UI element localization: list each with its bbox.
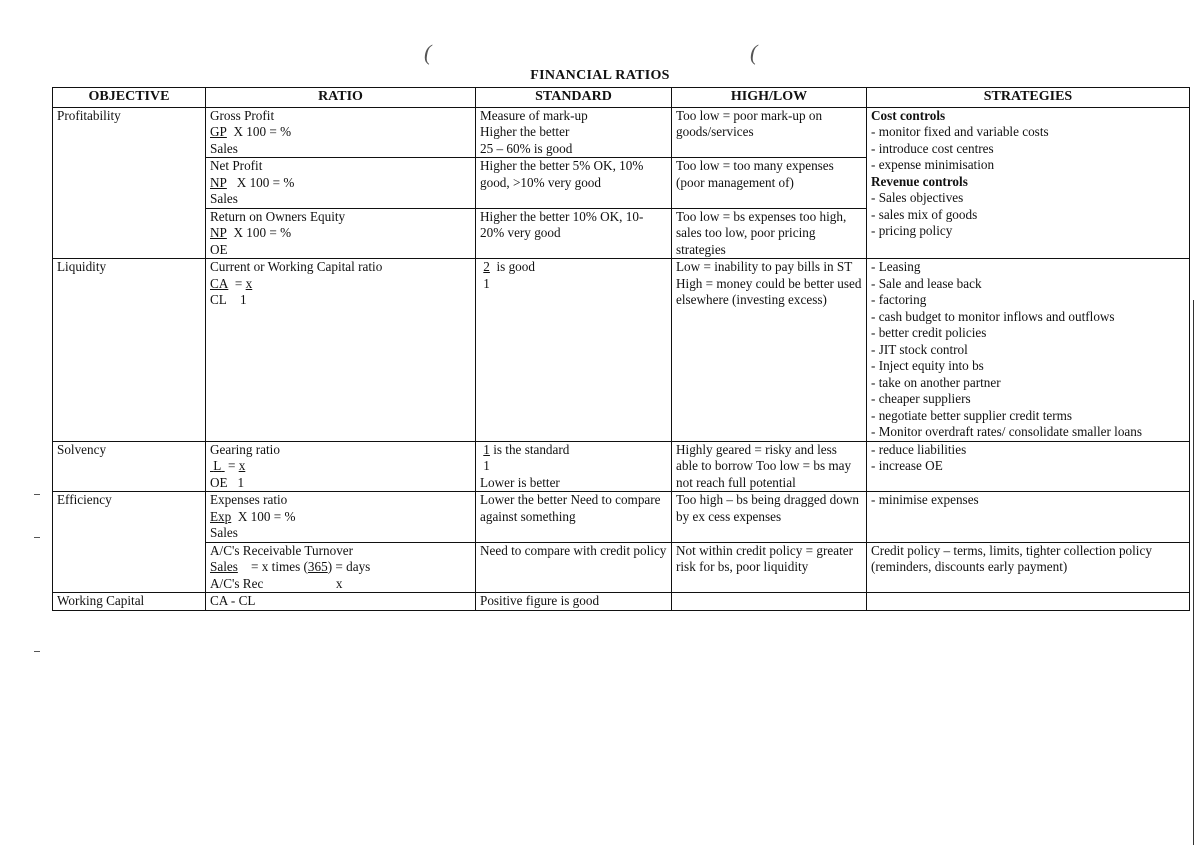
highlow-cell: [672, 259, 867, 442]
standard-denominator: [480, 276, 667, 293]
ratio-numerator: [210, 458, 225, 473]
ratio-one: 1: [237, 474, 245, 490]
strategy-item: - factoring: [871, 292, 927, 307]
scan-tick: [34, 537, 40, 538]
highlow-text: Not within credit policy = greater risk for bs, poor liquidity: [676, 542, 853, 574]
ratio-x: x: [335, 575, 343, 591]
standard-cell: [476, 492, 672, 543]
table-row: [53, 593, 1190, 611]
strategy-heading: Revenue controls: [871, 173, 968, 189]
standard-text: is good: [496, 259, 535, 274]
strategy-item: - minimise expenses: [871, 492, 979, 507]
ratio-result: x: [245, 275, 253, 291]
standard-numerator: 1: [483, 441, 490, 457]
standard-text: is the standard: [493, 441, 570, 457]
ratio-denominator-line: [210, 576, 471, 593]
header-objective: OBJECTIVE: [53, 88, 206, 108]
objective-efficiency: Efficiency: [53, 492, 206, 593]
ratio-formula: [210, 124, 471, 141]
strategy-item: - Inject equity into bs: [871, 358, 984, 373]
ratio-multiplier: X 100 = %: [233, 124, 292, 139]
scan-tick: [34, 651, 40, 652]
standard-text: Higher the better 5% OK, 10% good, >10% very good: [480, 158, 644, 190]
objective-profitability: Profitability: [53, 107, 206, 259]
ratio-numerator: NP: [210, 174, 227, 190]
scan-edge-line: [1193, 300, 1194, 845]
header-standard: STANDARD: [476, 88, 672, 108]
strategy-item: - negotiate better supplier credit terms: [871, 407, 1073, 423]
strategy-item: - Sales objectives: [871, 190, 964, 205]
highlow-text: Low = inability to pay bills in ST High = money could be better used elsewhere (investing excess): [676, 259, 862, 307]
table-row: [53, 441, 1190, 492]
strategies-profitability: [867, 107, 1190, 259]
ratio-multiplier: X 100 = %: [236, 174, 295, 190]
table-row: [53, 259, 1190, 442]
standard-line: [480, 442, 667, 459]
strategy-item: Credit policy – terms, limits, tighter collection policy (reminders, discounts early payment): [871, 542, 1152, 574]
highlow-text: Too high – bs being dragged down by ex cess expenses: [676, 492, 859, 524]
ratio-cell: [206, 542, 476, 593]
strategies-solvency: [867, 441, 1190, 492]
ratio-denominator: CL: [210, 292, 227, 307]
ratio-one: 1: [240, 292, 247, 307]
standard-text: Lower the better Need to compare against something: [480, 492, 661, 524]
standard-numerator: 2: [483, 259, 490, 274]
highlow-cell: [672, 542, 867, 593]
strategy-heading: Cost controls: [871, 107, 946, 123]
header-row: [53, 88, 1190, 108]
highlow-text: Too low = too many expenses (poor management of): [676, 158, 834, 190]
ratio-name: Return on Owners Equity: [210, 208, 346, 224]
ratio-days: 365: [307, 559, 328, 574]
ratio-denominator-line: [210, 292, 471, 309]
highlow-cell: [672, 107, 867, 158]
strategies-credit: [867, 542, 1190, 593]
strategy-item: - better credit policies: [871, 325, 987, 340]
strategy-item: - cash budget to monitor inflows and outflows: [871, 308, 1115, 324]
highlow-cell: [672, 208, 867, 259]
standard-denominator-value: 1: [483, 275, 490, 291]
ratio-formula: [210, 175, 471, 192]
strategies-expenses: [867, 492, 1190, 543]
table-row: [53, 542, 1190, 593]
strategies-liquidity: [867, 259, 1190, 442]
ratio-mid: = x times (: [251, 559, 308, 574]
ratio-name: Net Profit: [210, 158, 263, 173]
ratio-name: Expenses ratio: [210, 492, 288, 507]
ratio-formula: [210, 276, 471, 293]
standard-line: [480, 259, 667, 276]
document-title: FINANCIAL RATIOS: [530, 68, 670, 83]
ratio-cell: [206, 208, 476, 259]
ratio-numerator: NP: [210, 225, 227, 240]
strategy-item: - sales mix of goods: [871, 206, 978, 222]
ratio-denominator: A/C's Rec: [210, 575, 264, 591]
ratio-numerator: GP: [210, 124, 227, 139]
standard-cell: [476, 107, 672, 158]
highlow-cell: [672, 441, 867, 492]
standard-line: 25 – 60% is good: [480, 140, 573, 156]
table-row: [53, 492, 1190, 543]
ratio-cell: [206, 107, 476, 158]
standard-text: Higher the better 10% OK, 10-20% very good: [480, 208, 644, 240]
ratio-name: Gross Profit: [210, 107, 275, 123]
objective-working-capital: Working Capital: [53, 593, 206, 611]
highlow-cell: [672, 158, 867, 209]
scan-mark-right: (: [750, 40, 758, 65]
objective-solvency: Solvency: [53, 441, 206, 492]
ratio-cell: CA - CL: [206, 593, 476, 611]
strategy-item: - introduce cost centres: [871, 140, 994, 156]
ratio-multiplier: X 100 = %: [237, 508, 296, 524]
standard-cell: [476, 158, 672, 209]
standard-denominator: [480, 458, 667, 475]
highlow-text: Too low = poor mark-up on goods/services: [676, 107, 823, 139]
ratio-name: Current or Working Capital ratio: [210, 259, 383, 274]
standard-cell: [476, 542, 672, 593]
ratio-equals: =: [234, 275, 243, 291]
header-highlow: HIGH/LOW: [672, 88, 867, 108]
ratio-end: ) = days: [327, 559, 371, 574]
standard-denominator-value: 1: [483, 458, 490, 473]
standard-note: Lower is better: [480, 474, 560, 490]
strategy-item: - Sale and lease back: [871, 275, 982, 291]
strategy-item: - JIT stock control: [871, 341, 968, 357]
ratio-name: Gearing ratio: [210, 441, 280, 457]
standard-line: Higher the better: [480, 124, 570, 139]
highlow-cell: [672, 593, 867, 611]
standard-cell: [476, 208, 672, 259]
strategy-item: - pricing policy: [871, 223, 953, 238]
strategy-item: - take on another partner: [871, 374, 1001, 390]
ratio-formula: [210, 559, 471, 576]
highlow-text: Highly geared = risky and less able to borrow Too low = bs may not reach full potential: [676, 441, 852, 490]
header-ratio: RATIO: [206, 88, 476, 108]
ratio-cell: [206, 158, 476, 209]
ratio-cell: [206, 441, 476, 492]
strategy-item: - expense minimisation: [871, 157, 995, 172]
standard-cell: [476, 259, 672, 442]
ratio-formula: [210, 225, 471, 242]
standard-cell: Positive figure is good: [476, 593, 672, 611]
ratio-result: x: [238, 458, 246, 473]
objective-liquidity: Liquidity: [53, 259, 206, 442]
ratio-numerator: Sales: [210, 559, 238, 574]
standard-line: Measure of mark-up: [480, 107, 588, 123]
ratio-numerator-value: L: [213, 458, 222, 473]
ratio-multiplier: X 100 = %: [233, 225, 292, 240]
strategy-item: - reduce liabilities: [871, 441, 967, 457]
standard-cell: [476, 441, 672, 492]
ratio-formula: [210, 458, 471, 475]
ratio-denominator: OE: [210, 241, 228, 257]
ratio-denominator-line: [210, 475, 471, 492]
table-row: [53, 107, 1190, 158]
ratio-numerator: Exp: [210, 508, 232, 524]
ratio-denominator: Sales: [210, 140, 238, 156]
ratio-denominator: Sales: [210, 525, 238, 540]
ratio-cell: [206, 259, 476, 442]
financial-ratios-table: [52, 87, 1190, 611]
highlow-text: Too low = bs expenses too high, sales too low, poor pricing strategies: [676, 208, 847, 257]
strategy-item: - Monitor overdraft rates/ consolidate smaller loans: [871, 424, 1142, 439]
strategies-cell: [867, 593, 1190, 611]
strategy-item: - Leasing: [871, 259, 921, 274]
ratio-denominator: Sales: [210, 191, 238, 206]
standard-text: Need to compare with credit policy: [480, 542, 667, 558]
highlow-cell: [672, 492, 867, 543]
scan-tick: [34, 494, 40, 495]
ratio-denominator: OE: [210, 474, 228, 490]
ratio-name: A/C's Receivable Turnover: [210, 542, 354, 558]
scan-mark-left: (: [424, 40, 432, 65]
ratio-numerator: CA: [210, 275, 229, 291]
header-strategies: STRATEGIES: [867, 88, 1190, 108]
strategy-item: - increase OE: [871, 458, 943, 473]
strategy-item: - cheaper suppliers: [871, 391, 971, 406]
ratio-equals: =: [227, 458, 236, 473]
strategy-item: - monitor fixed and variable costs: [871, 124, 1049, 139]
ratio-formula: [210, 509, 471, 526]
ratio-cell: [206, 492, 476, 543]
